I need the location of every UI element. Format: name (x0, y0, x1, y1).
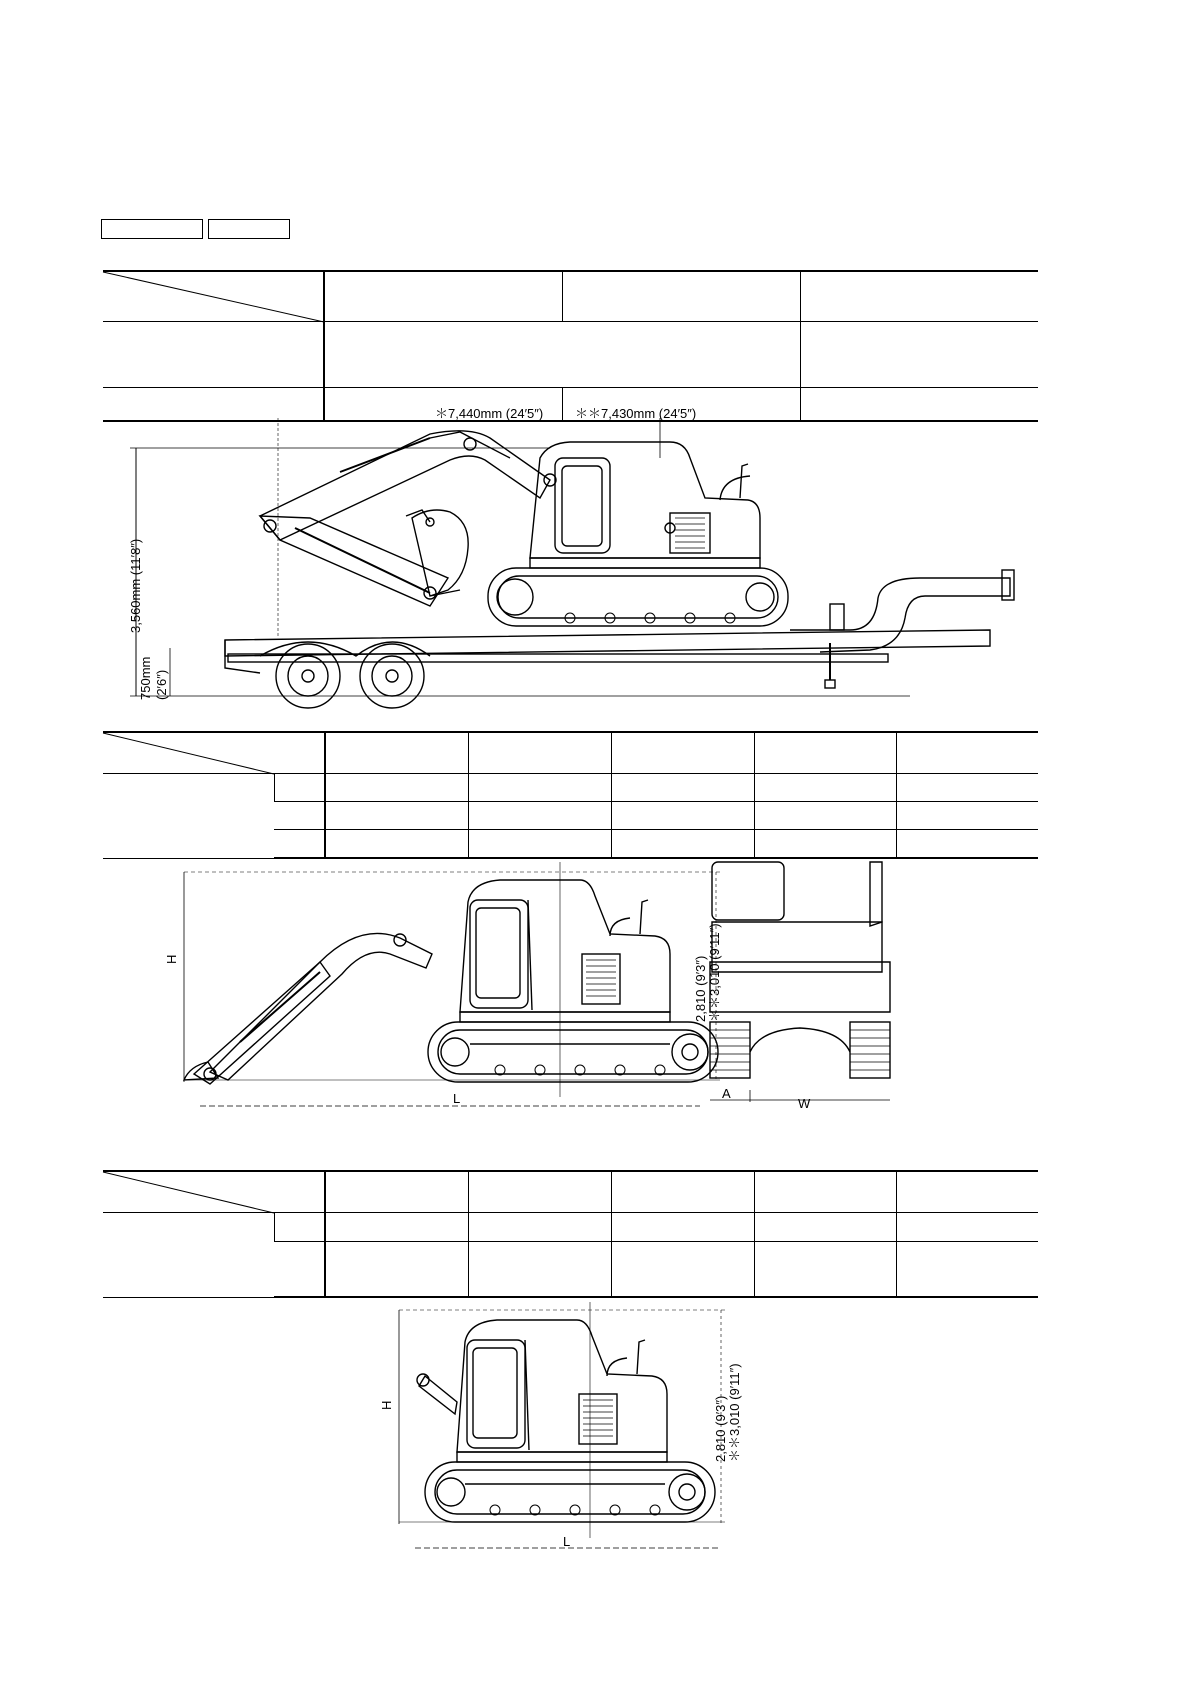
table-cell (754, 801, 896, 829)
table-row (103, 732, 1038, 773)
table-cell (611, 801, 754, 829)
table-cell (896, 773, 1038, 801)
base-h-label: H (379, 1400, 394, 1410)
table-cell (562, 271, 800, 321)
side-l-label: L (453, 1091, 461, 1106)
table-cell (103, 1212, 274, 1297)
header-tab-2 (208, 219, 290, 239)
table-cell (896, 1212, 1038, 1241)
excavator-side-view-illustration (164, 862, 990, 1122)
table-cell (611, 1212, 754, 1241)
table-cell (325, 1171, 468, 1212)
table-cell (611, 1241, 754, 1297)
excavator-base-machine-illustration (379, 1302, 765, 1562)
table-cell (325, 773, 468, 801)
transport-height-label: 3,560mm (11′8″) (128, 538, 143, 633)
table-row (103, 1212, 1038, 1241)
excavator-on-trailer-illustration (128, 406, 1050, 708)
table-cell (896, 1241, 1038, 1297)
table-cell (754, 1171, 896, 1212)
table-cell (896, 801, 1038, 829)
table-cell (468, 829, 611, 858)
table-cell (325, 801, 468, 829)
deck-height-label-2: (2′6″) (154, 669, 169, 700)
table-cell (468, 1241, 611, 1297)
transport-length-label-2: ＊＊7,430mm (24′5″) (575, 406, 697, 421)
table-cell (611, 1171, 754, 1212)
table-cell (103, 321, 324, 387)
table-cell (611, 829, 754, 858)
base-cab-height-1: 2,810 (9′3″) (713, 1395, 728, 1462)
rear-view (710, 862, 890, 1102)
table-cell (800, 387, 1038, 421)
rear-w-label: W (798, 1096, 811, 1111)
table-cell (800, 321, 1038, 387)
base-l-label: L (563, 1534, 571, 1549)
side-h-label: H (164, 954, 179, 964)
transport-drawing (128, 406, 1050, 708)
side-rear-drawing (164, 862, 990, 1122)
table-cell (468, 801, 611, 829)
table-cell (324, 271, 562, 321)
table-cell (274, 801, 325, 829)
side-cab-height-2: ＊＊3,010 (9′11″) (707, 923, 722, 1022)
table-cell (468, 773, 611, 801)
table-cell (468, 1171, 611, 1212)
table-row (103, 1171, 1038, 1212)
side-cab-height-1: 2,810 (9′3″) (693, 955, 708, 1022)
table-dimensions-2 (103, 1170, 1038, 1298)
transport-length-label-1: ＊7,440mm (24′5″) (435, 406, 544, 421)
table-cell (896, 829, 1038, 858)
table-cell (754, 1241, 896, 1297)
table-cell (325, 829, 468, 858)
table-cell (754, 829, 896, 858)
table-row (103, 321, 1038, 387)
table-cell (468, 1212, 611, 1241)
table-cell (274, 829, 325, 858)
table-transport-spec (103, 270, 1038, 422)
table-cell (896, 1171, 1038, 1212)
table-cell (274, 1212, 325, 1241)
table-cell (468, 732, 611, 773)
table-row (103, 773, 1038, 801)
table-cell (274, 773, 325, 801)
table-cell (325, 1241, 468, 1297)
table-cell (800, 271, 1038, 321)
base-cab-height-2: ＊＊3,010 (9′11″) (727, 1363, 742, 1462)
table-cell (754, 773, 896, 801)
table-cell (611, 732, 754, 773)
table-corner-cell (103, 732, 325, 773)
table-row (103, 387, 1038, 421)
table-cell (274, 1241, 325, 1297)
table-cell (103, 387, 324, 421)
table-dimensions-1 (103, 731, 1038, 859)
table-corner-cell (103, 1171, 325, 1212)
table-corner-cell (103, 271, 324, 321)
table-cell (754, 732, 896, 773)
table-cell (611, 773, 754, 801)
deck-height-label-1: 750mm (138, 656, 153, 700)
table-cell (754, 1212, 896, 1241)
table-cell (896, 732, 1038, 773)
header-tab-1 (101, 219, 203, 239)
table-cell (325, 732, 468, 773)
table-cell (325, 1212, 468, 1241)
table-cell (103, 773, 274, 858)
rear-a-label: A (722, 1086, 731, 1101)
table-row (103, 271, 1038, 321)
table-cell (324, 321, 800, 387)
base-machine-drawing (379, 1302, 765, 1562)
